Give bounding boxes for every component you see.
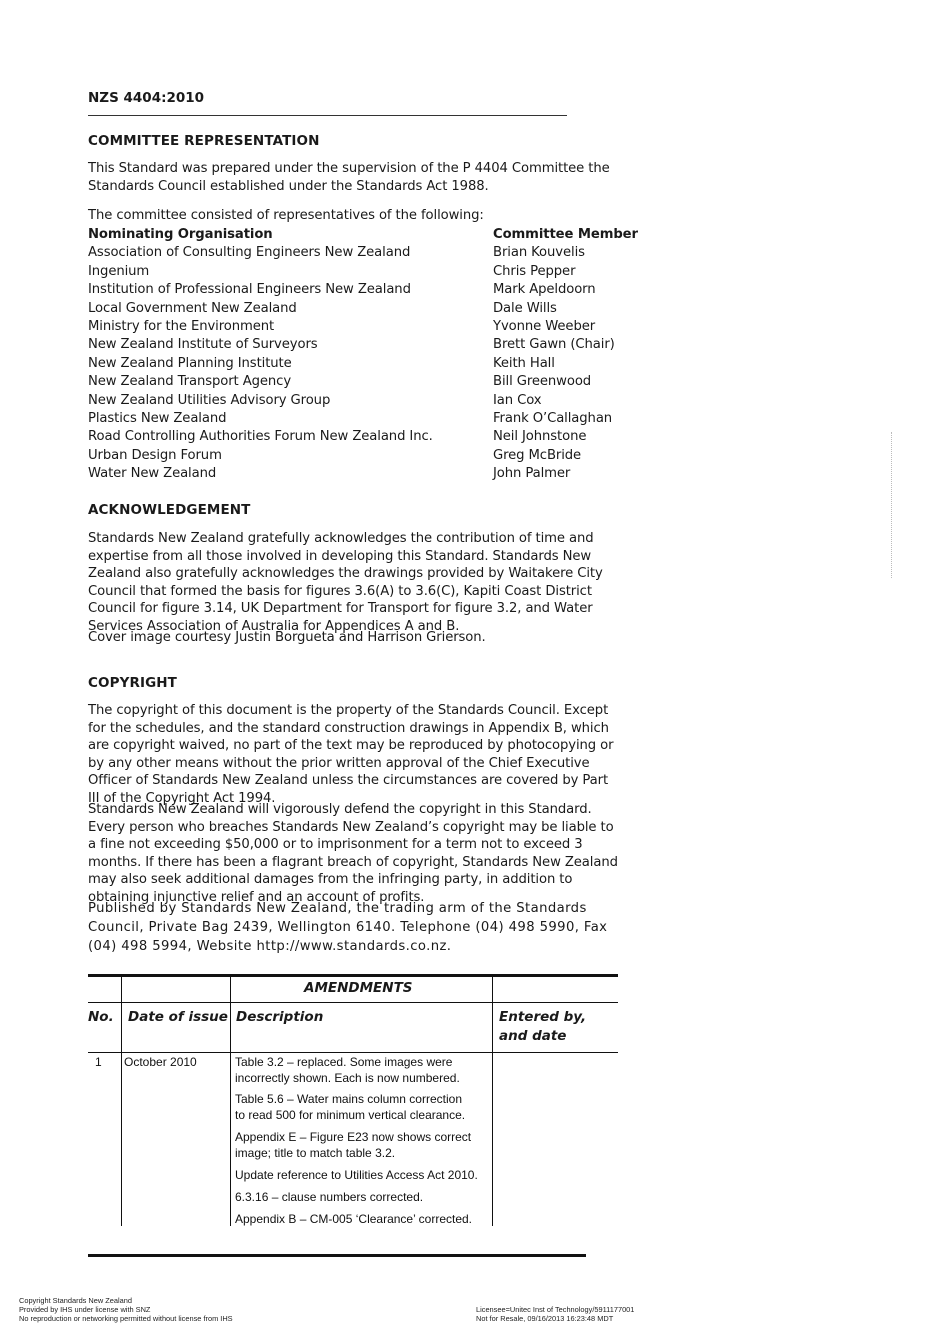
- member-column-header: Committee Member: [493, 227, 638, 242]
- organisation-item: Ingenium: [88, 263, 150, 279]
- organisation-item: Ministry for the Environment: [88, 318, 275, 334]
- page-bottom-rule: [88, 1254, 586, 1257]
- member-item: Chris Pepper: [493, 263, 576, 279]
- amendment-description: [235, 1168, 478, 1184]
- table-top-rule: [88, 974, 618, 977]
- member-item: Brian Kouvelis: [493, 245, 585, 261]
- member-item: Mark Apeldoorn: [493, 282, 596, 298]
- amendment-description-line: 6.3.16 – clause numbers corrected.: [235, 1190, 424, 1204]
- table-divider: [492, 977, 493, 1226]
- margin-mark: [891, 432, 896, 578]
- table-header-rule: [88, 1002, 618, 1003]
- acknowledgement-paragraph: Standards New Zealand gratefully acknowledges the contribution of time and expertise from all those involved in developing this Standard. Standards New Zealand also gratefully acknowledges the drawings provided by Waitakere City Council that formed the basis for figures 3.6(A) to 3.6(C), Kapiti Coast District Council for figure 3.14, UK Department for Transport for figure 3.2, and Water Services Association of Australia for Appendices A and B.: [88, 531, 603, 634]
- committee-heading: COMMITTEE REPRESENTATION: [88, 133, 320, 149]
- committee-intro: This Standard was prepared under the supervision of the P 4404 Committee the Standards Council established under the Standards Act 1988.: [88, 161, 610, 194]
- organisation-item: Local Government New Zealand: [88, 300, 297, 316]
- header-rule: [88, 115, 567, 116]
- amendment-description-line: incorrectly shown. Each is now numbered.: [235, 1070, 460, 1085]
- footer-line: Not for Resale, 09/16/2013 16:23:48 MDT: [476, 1314, 614, 1324]
- footer-line: Provided by IHS under license with SNZ: [19, 1305, 151, 1315]
- footer-license-left: [19, 1296, 233, 1324]
- organisation-column-header: Nominating Organisation: [88, 227, 273, 242]
- column-header-entered-date: and date: [499, 1028, 567, 1044]
- member-item: Yvonne Weeber: [493, 318, 596, 334]
- amendment-description-line: Table 3.2 – replaced. Some images were: [235, 1055, 453, 1069]
- organisation-item: New Zealand Planning Institute: [88, 355, 292, 371]
- member-item: Brett Gawn (Chair): [493, 337, 615, 353]
- member-item: Neil Johnstone: [493, 429, 587, 445]
- footer-line: No reproduction or networking permitted without license from IHS: [19, 1314, 233, 1324]
- table-divider: [121, 977, 122, 1226]
- table-column-rule: [88, 1052, 618, 1053]
- member-item: Dale Wills: [493, 300, 557, 316]
- document-code: NZS 4404:2010: [88, 90, 205, 106]
- column-header-no: No.: [88, 1009, 114, 1025]
- amendment-description-line: Update reference to Utilities Access Act 2010.: [235, 1168, 478, 1182]
- committee-consisted-text: The committee consisted of representatives of the following:: [88, 208, 484, 223]
- cover-image-credit: Cover image courtesy Justin Borgueta and Harrison Grierson.: [88, 630, 486, 645]
- member-column: [493, 226, 693, 483]
- member-item: Keith Hall: [493, 355, 555, 371]
- organisation-item: Road Controlling Authorities Forum New Zealand Inc.: [88, 429, 433, 445]
- amendment-date: October 2010: [124, 1055, 197, 1069]
- footer-line: Copyright Standards New Zealand: [19, 1296, 132, 1305]
- organisation-item: New Zealand Utilities Advisory Group: [88, 392, 331, 408]
- amendment-description-line: to read 500 for minimum vertical clearance.: [235, 1107, 466, 1122]
- organisation-column: [88, 226, 488, 483]
- copyright-heading: COPYRIGHT: [88, 675, 177, 691]
- footer-line: Licensee=Unitec Inst of Technology/5911177001: [476, 1305, 635, 1314]
- member-item: Ian Cox: [493, 392, 542, 408]
- amendments-table: [88, 974, 618, 1226]
- amendment-description-line: image; title to match table 3.2.: [235, 1145, 396, 1160]
- organisation-item: Association of Consulting Engineers New Zealand: [88, 245, 411, 261]
- column-header-entered: Entered by,: [499, 1009, 587, 1025]
- amendment-description-line: Appendix B – CM-005 ‘Clearance’ corrected.: [235, 1212, 473, 1226]
- organisation-item: Water New Zealand: [88, 466, 217, 482]
- copyright-paragraph: The copyright of this document is the property of the Standards Council. Except for the schedules, and the standard construction drawings in Appendix B, which are copyright waived, no part of the text may be reproduced by photocopying or by any other means without the prior written approval of the Chief Executive Officer of Standards New Zealand unless the circumstances are covered by Part III of the Copyright Act 1994.: [88, 703, 614, 806]
- acknowledgement-heading: ACKNOWLEDGEMENT: [88, 502, 251, 518]
- member-item: Greg McBride: [493, 447, 582, 463]
- amendment-description-line: Appendix E – Figure E23 now shows correct: [235, 1130, 472, 1144]
- publisher-info: Published by Standards New Zealand, the trading arm of the Standards Council, Private Bag 2439, Wellington 6140. Telephone (04) 498 5990, Fax (04) 498 5994, Website http://www.standards.co.nz.: [88, 901, 608, 954]
- organisation-item: Institution of Professional Engineers New Zealand: [88, 282, 411, 298]
- member-item: Bill Greenwood: [493, 374, 592, 390]
- amendment-description: [235, 1212, 472, 1228]
- member-item: Frank O’Callaghan: [493, 410, 613, 426]
- organisation-item: New Zealand Transport Agency: [88, 374, 292, 390]
- amendments-title: AMENDMENTS: [304, 980, 413, 996]
- amendment-description: [235, 1055, 460, 1086]
- amendment-description: [235, 1190, 423, 1206]
- footer-license-right: [476, 1305, 634, 1323]
- table-divider: [230, 977, 231, 1226]
- amendment-number: 1: [95, 1055, 102, 1069]
- organisation-item: Plastics New Zealand: [88, 410, 227, 426]
- organisation-item: Urban Design Forum: [88, 447, 222, 463]
- member-item: John Palmer: [493, 466, 571, 482]
- amendment-description: [235, 1092, 465, 1123]
- column-header-date: Date of issue: [128, 1009, 228, 1025]
- copyright-enforcement-paragraph: Standards New Zealand will vigorously defend the copyright in this Standard. Every person who breaches Standards New Zealand’s copyright may be liable to a fine not exceeding $50,000 or to imprisonment for a term not to exceed 3 months. If there has been a flagrant breach of copyright, Standards New Zealand may also seek additional damages from the infringing party, in addition to obtaining injunctive relief and an account of profits.: [88, 802, 618, 905]
- amendment-description: [235, 1130, 471, 1161]
- amendment-description-line: Table 5.6 – Water mains column correction: [235, 1092, 462, 1106]
- organisation-item: New Zealand Institute of Surveyors: [88, 337, 318, 353]
- column-header-description: Description: [236, 1009, 324, 1025]
